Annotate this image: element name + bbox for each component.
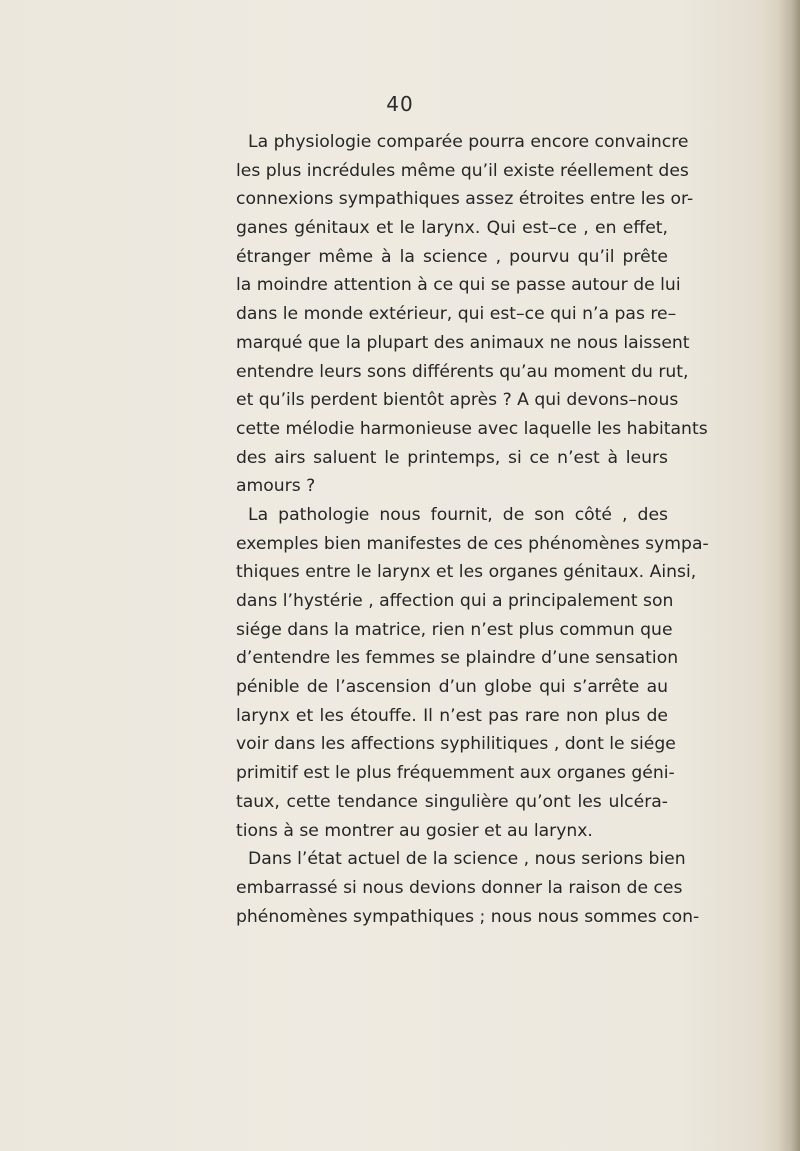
text-line: entendre leurs sons différents qu’au moment du rut, <box>236 361 689 382</box>
text-line: amours ? <box>236 476 316 497</box>
text-line: ganes génitaux et le larynx. Qui est–ce , en effet, <box>236 218 668 239</box>
text-line: La physiologie comparée pourra encore convaincre <box>248 132 689 152</box>
text-line: connexions sympathiques assez étroites entre les or- <box>236 189 694 210</box>
page-edge-shadow <box>778 0 800 1151</box>
text-line: voir dans les affections syphilitiques , dont le siége <box>236 734 676 755</box>
text-line: étranger même à la science , pourvu qu’il prête <box>236 246 668 267</box>
text-line: siége dans la matrice, rien n’est plus commun que <box>236 619 673 640</box>
text-line: et qu’ils perdent bientôt après ? A qui devons–nous <box>236 390 679 411</box>
text-line: taux, cette tendance singulière qu’ont les ulcéra- <box>236 791 668 812</box>
text-line: marqué que la plupart des animaux ne nous laissent <box>236 332 690 353</box>
text-line: Dans l’état actuel de la science , nous serions bien <box>248 849 686 870</box>
text-line: primitif est le plus fréquemment aux organes géni- <box>236 763 675 784</box>
text-line: larynx et les étouffe. Il n’est pas rare non plus de <box>236 705 668 726</box>
text-line: cette mélodie harmonieuse avec laquelle les habitants <box>236 418 708 439</box>
page-number: 40 <box>386 92 414 116</box>
text-line: tions à se montrer au gosier et au larynx. <box>236 820 593 841</box>
text-line: dans l’hystérie , affection qui a principalement son <box>236 591 674 611</box>
text-line: d’entendre les femmes se plaindre d’une sensation <box>236 648 679 669</box>
text-line: embarrassé si nous devions donner la raison de ces <box>236 877 683 898</box>
body-text <box>236 128 709 931</box>
text-line: dans le monde extérieur, qui est–ce qui n’a pas re– <box>236 304 677 325</box>
text-line: la moindre attention à ce qui se passe autour de lui <box>236 275 681 296</box>
text-line: pénible de l’ascension d’un globe qui s’arrête au <box>236 677 668 698</box>
text-line: La pathologie nous fournit, de son côté , des <box>248 504 668 525</box>
text-line: thiques entre le larynx et les organes génitaux. Ainsi, <box>236 562 697 583</box>
text-line: des airs saluent le printemps, si ce n’est à leurs <box>236 447 668 468</box>
text-line: les plus incrédules même qu’il existe réellement des <box>236 160 689 181</box>
text-line: exemples bien manifestes de ces phénomènes sympa- <box>236 533 709 554</box>
text-line: phénomènes sympathiques ; nous nous sommes con- <box>236 906 700 927</box>
